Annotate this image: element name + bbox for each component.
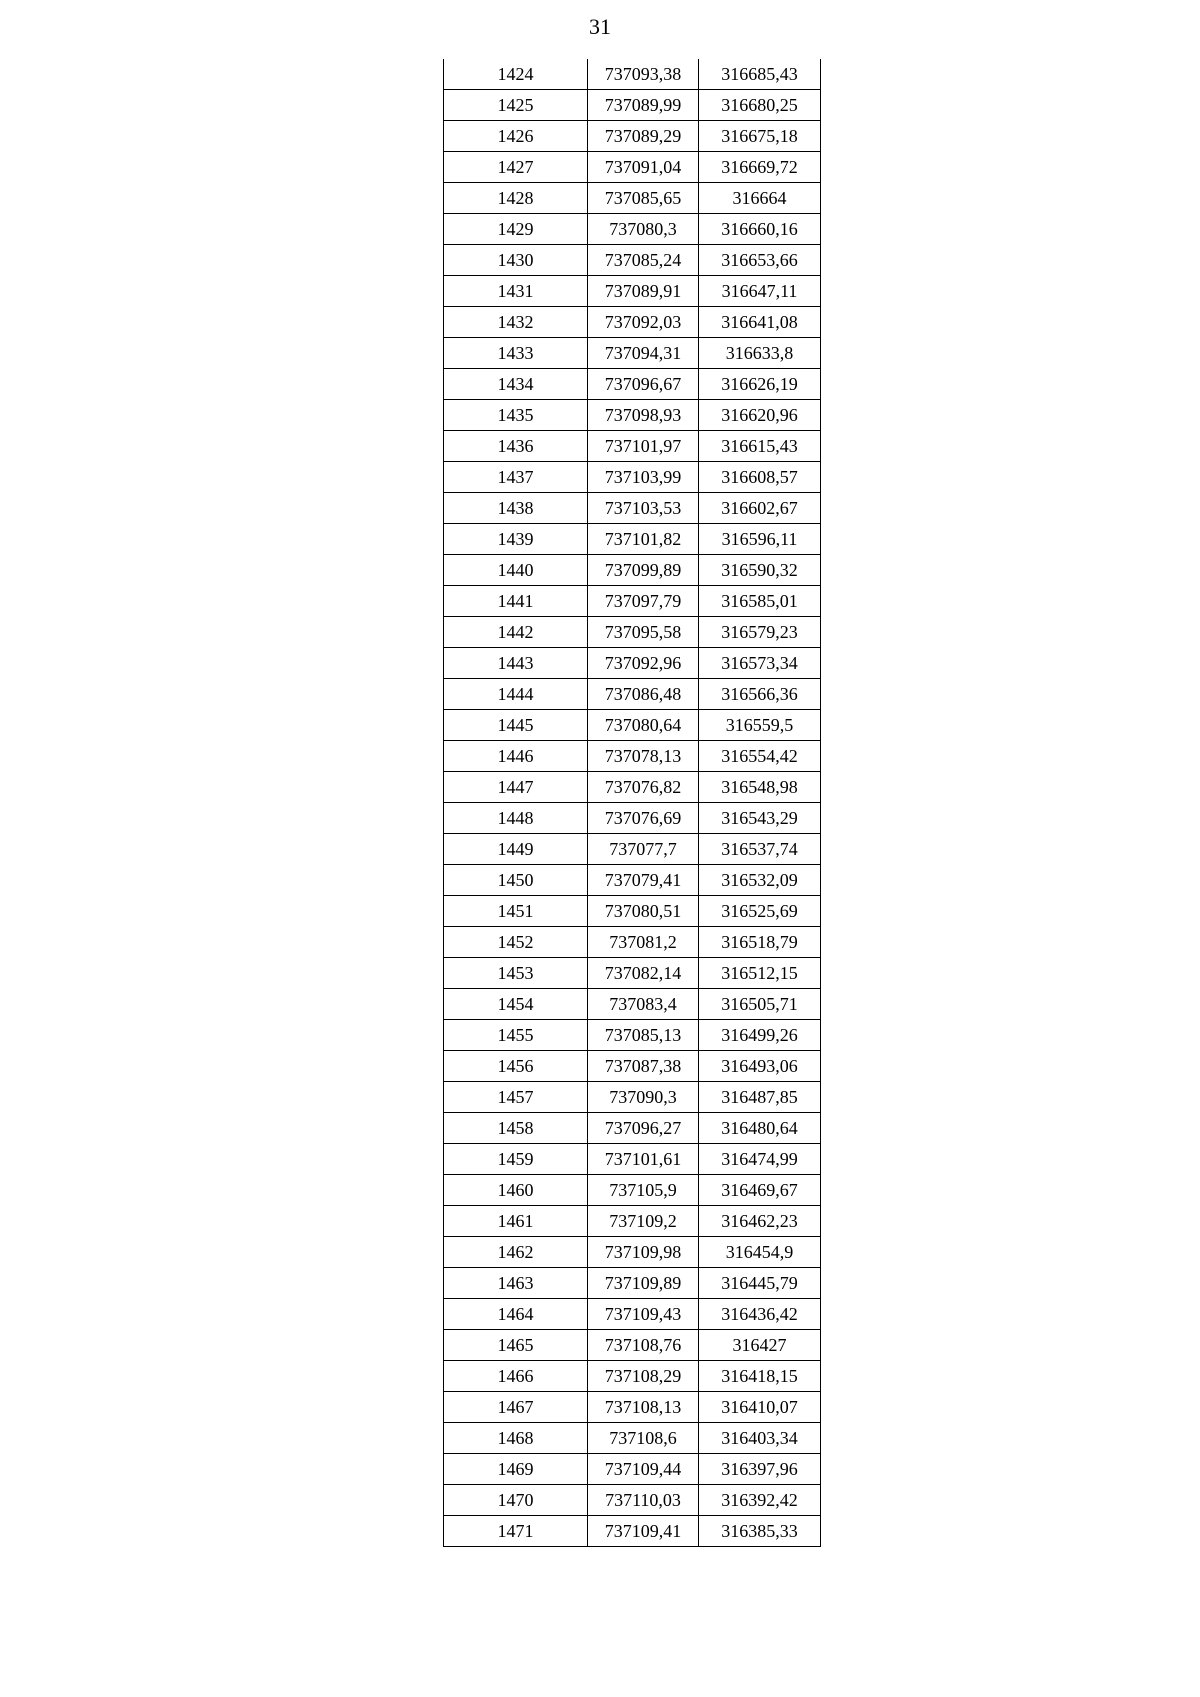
y-coordinate-cell: 316548,98 <box>699 772 821 803</box>
point-number-cell: 1459 <box>444 1144 588 1175</box>
x-coordinate-cell: 737109,43 <box>588 1299 699 1330</box>
table-row <box>444 1361 821 1392</box>
point-number-cell: 1470 <box>444 1485 588 1516</box>
y-coordinate-cell: 316641,08 <box>699 307 821 338</box>
point-number-cell: 1430 <box>444 245 588 276</box>
y-coordinate-cell: 316403,34 <box>699 1423 821 1454</box>
point-number-cell: 1469 <box>444 1454 588 1485</box>
y-coordinate-cell: 316392,42 <box>699 1485 821 1516</box>
point-number-cell: 1428 <box>444 183 588 214</box>
table-row <box>444 493 821 524</box>
table-row <box>444 1144 821 1175</box>
x-coordinate-cell: 737109,2 <box>588 1206 699 1237</box>
x-coordinate-cell: 737079,41 <box>588 865 699 896</box>
point-number-cell: 1462 <box>444 1237 588 1268</box>
table-row <box>444 1113 821 1144</box>
y-coordinate-cell: 316573,34 <box>699 648 821 679</box>
x-coordinate-cell: 737080,64 <box>588 710 699 741</box>
point-number-cell: 1427 <box>444 152 588 183</box>
table-row <box>444 1392 821 1423</box>
y-coordinate-cell: 316680,25 <box>699 90 821 121</box>
point-number-cell: 1458 <box>444 1113 588 1144</box>
y-coordinate-cell: 316608,57 <box>699 462 821 493</box>
point-number-cell: 1442 <box>444 617 588 648</box>
point-number-cell: 1441 <box>444 586 588 617</box>
table-row <box>444 1299 821 1330</box>
table-row <box>444 1330 821 1361</box>
table-row <box>444 679 821 710</box>
table-row <box>444 1051 821 1082</box>
x-coordinate-cell: 737078,13 <box>588 741 699 772</box>
x-coordinate-cell: 737099,89 <box>588 555 699 586</box>
table-row <box>444 90 821 121</box>
point-number-cell: 1431 <box>444 276 588 307</box>
table-row <box>444 214 821 245</box>
point-number-cell: 1464 <box>444 1299 588 1330</box>
table-row <box>444 555 821 586</box>
coordinates-table <box>443 59 821 1547</box>
point-number-cell: 1457 <box>444 1082 588 1113</box>
point-number-cell: 1447 <box>444 772 588 803</box>
x-coordinate-cell: 737108,29 <box>588 1361 699 1392</box>
table-row <box>444 927 821 958</box>
table-row <box>444 865 821 896</box>
y-coordinate-cell: 316537,74 <box>699 834 821 865</box>
x-coordinate-cell: 737093,38 <box>588 59 699 90</box>
y-coordinate-cell: 316669,72 <box>699 152 821 183</box>
point-number-cell: 1455 <box>444 1020 588 1051</box>
point-number-cell: 1460 <box>444 1175 588 1206</box>
point-number-cell: 1465 <box>444 1330 588 1361</box>
table-row <box>444 1485 821 1516</box>
y-coordinate-cell: 316469,67 <box>699 1175 821 1206</box>
table-row <box>444 1237 821 1268</box>
x-coordinate-cell: 737097,79 <box>588 586 699 617</box>
x-coordinate-cell: 737089,91 <box>588 276 699 307</box>
y-coordinate-cell: 316660,16 <box>699 214 821 245</box>
y-coordinate-cell: 316647,11 <box>699 276 821 307</box>
y-coordinate-cell: 316626,19 <box>699 369 821 400</box>
y-coordinate-cell: 316620,96 <box>699 400 821 431</box>
point-number-cell: 1438 <box>444 493 588 524</box>
y-coordinate-cell: 316675,18 <box>699 121 821 152</box>
point-number-cell: 1435 <box>444 400 588 431</box>
x-coordinate-cell: 737110,03 <box>588 1485 699 1516</box>
point-number-cell: 1443 <box>444 648 588 679</box>
x-coordinate-cell: 737077,7 <box>588 834 699 865</box>
point-number-cell: 1471 <box>444 1516 588 1547</box>
x-coordinate-cell: 737085,65 <box>588 183 699 214</box>
y-coordinate-cell: 316579,23 <box>699 617 821 648</box>
table-row <box>444 152 821 183</box>
table-row <box>444 431 821 462</box>
table-row <box>444 1268 821 1299</box>
table-row <box>444 369 821 400</box>
y-coordinate-cell: 316566,36 <box>699 679 821 710</box>
table-row <box>444 307 821 338</box>
y-coordinate-cell: 316445,79 <box>699 1268 821 1299</box>
table-row <box>444 59 821 90</box>
table-row <box>444 710 821 741</box>
y-coordinate-cell: 316436,42 <box>699 1299 821 1330</box>
y-coordinate-cell: 316480,64 <box>699 1113 821 1144</box>
point-number-cell: 1440 <box>444 555 588 586</box>
y-coordinate-cell: 316512,15 <box>699 958 821 989</box>
table-row <box>444 276 821 307</box>
x-coordinate-cell: 737085,24 <box>588 245 699 276</box>
x-coordinate-cell: 737101,82 <box>588 524 699 555</box>
table-row <box>444 772 821 803</box>
y-coordinate-cell: 316418,15 <box>699 1361 821 1392</box>
y-coordinate-cell: 316487,85 <box>699 1082 821 1113</box>
x-coordinate-cell: 737085,13 <box>588 1020 699 1051</box>
table-row <box>444 338 821 369</box>
x-coordinate-cell: 737082,14 <box>588 958 699 989</box>
y-coordinate-cell: 316664 <box>699 183 821 214</box>
point-number-cell: 1432 <box>444 307 588 338</box>
x-coordinate-cell: 737098,93 <box>588 400 699 431</box>
point-number-cell: 1468 <box>444 1423 588 1454</box>
table-row <box>444 586 821 617</box>
point-number-cell: 1463 <box>444 1268 588 1299</box>
x-coordinate-cell: 737092,03 <box>588 307 699 338</box>
table-row <box>444 648 821 679</box>
y-coordinate-cell: 316505,71 <box>699 989 821 1020</box>
point-number-cell: 1434 <box>444 369 588 400</box>
point-number-cell: 1425 <box>444 90 588 121</box>
point-number-cell: 1445 <box>444 710 588 741</box>
point-number-cell: 1453 <box>444 958 588 989</box>
y-coordinate-cell: 316653,66 <box>699 245 821 276</box>
x-coordinate-cell: 737096,67 <box>588 369 699 400</box>
y-coordinate-cell: 316397,96 <box>699 1454 821 1485</box>
table-row <box>444 183 821 214</box>
point-number-cell: 1429 <box>444 214 588 245</box>
table-row <box>444 462 821 493</box>
x-coordinate-cell: 737089,99 <box>588 90 699 121</box>
y-coordinate-cell: 316596,11 <box>699 524 821 555</box>
point-number-cell: 1466 <box>444 1361 588 1392</box>
y-coordinate-cell: 316559,5 <box>699 710 821 741</box>
table-row <box>444 245 821 276</box>
point-number-cell: 1451 <box>444 896 588 927</box>
point-number-cell: 1456 <box>444 1051 588 1082</box>
point-number-cell: 1426 <box>444 121 588 152</box>
table-row <box>444 1423 821 1454</box>
table-row <box>444 1454 821 1485</box>
x-coordinate-cell: 737096,27 <box>588 1113 699 1144</box>
y-coordinate-cell: 316602,67 <box>699 493 821 524</box>
y-coordinate-cell: 316499,26 <box>699 1020 821 1051</box>
y-coordinate-cell: 316554,42 <box>699 741 821 772</box>
y-coordinate-cell: 316493,06 <box>699 1051 821 1082</box>
x-coordinate-cell: 737108,76 <box>588 1330 699 1361</box>
x-coordinate-cell: 737101,97 <box>588 431 699 462</box>
point-number-cell: 1467 <box>444 1392 588 1423</box>
y-coordinate-cell: 316685,43 <box>699 59 821 90</box>
x-coordinate-cell: 737103,53 <box>588 493 699 524</box>
y-coordinate-cell: 316633,8 <box>699 338 821 369</box>
point-number-cell: 1436 <box>444 431 588 462</box>
x-coordinate-cell: 737109,44 <box>588 1454 699 1485</box>
y-coordinate-cell: 316427 <box>699 1330 821 1361</box>
y-coordinate-cell: 316532,09 <box>699 865 821 896</box>
y-coordinate-cell: 316543,29 <box>699 803 821 834</box>
x-coordinate-cell: 737103,99 <box>588 462 699 493</box>
x-coordinate-cell: 737105,9 <box>588 1175 699 1206</box>
y-coordinate-cell: 316615,43 <box>699 431 821 462</box>
page-number: 31 <box>589 14 611 39</box>
x-coordinate-cell: 737083,4 <box>588 989 699 1020</box>
table-row <box>444 121 821 152</box>
point-number-cell: 1433 <box>444 338 588 369</box>
x-coordinate-cell: 737109,89 <box>588 1268 699 1299</box>
x-coordinate-cell: 737089,29 <box>588 121 699 152</box>
point-number-cell: 1452 <box>444 927 588 958</box>
table-row <box>444 1175 821 1206</box>
coordinates-table-body <box>444 59 821 1547</box>
y-coordinate-cell: 316474,99 <box>699 1144 821 1175</box>
y-coordinate-cell: 316525,69 <box>699 896 821 927</box>
table-row <box>444 958 821 989</box>
table-row <box>444 400 821 431</box>
x-coordinate-cell: 737092,96 <box>588 648 699 679</box>
x-coordinate-cell: 737087,38 <box>588 1051 699 1082</box>
point-number-cell: 1439 <box>444 524 588 555</box>
y-coordinate-cell: 316462,23 <box>699 1206 821 1237</box>
x-coordinate-cell: 737108,6 <box>588 1423 699 1454</box>
point-number-cell: 1446 <box>444 741 588 772</box>
y-coordinate-cell: 316454,9 <box>699 1237 821 1268</box>
y-coordinate-cell: 316590,32 <box>699 555 821 586</box>
x-coordinate-cell: 737095,58 <box>588 617 699 648</box>
point-number-cell: 1437 <box>444 462 588 493</box>
point-number-cell: 1424 <box>444 59 588 90</box>
table-row <box>444 617 821 648</box>
x-coordinate-cell: 737080,3 <box>588 214 699 245</box>
table-row <box>444 803 821 834</box>
table-row <box>444 524 821 555</box>
x-coordinate-cell: 737076,69 <box>588 803 699 834</box>
x-coordinate-cell: 737091,04 <box>588 152 699 183</box>
table-row <box>444 1206 821 1237</box>
x-coordinate-cell: 737109,41 <box>588 1516 699 1547</box>
table-row <box>444 834 821 865</box>
point-number-cell: 1449 <box>444 834 588 865</box>
point-number-cell: 1450 <box>444 865 588 896</box>
x-coordinate-cell: 737086,48 <box>588 679 699 710</box>
point-number-cell: 1444 <box>444 679 588 710</box>
y-coordinate-cell: 316518,79 <box>699 927 821 958</box>
table-row <box>444 896 821 927</box>
point-number-cell: 1448 <box>444 803 588 834</box>
x-coordinate-cell: 737094,31 <box>588 338 699 369</box>
x-coordinate-cell: 737109,98 <box>588 1237 699 1268</box>
x-coordinate-cell: 737090,3 <box>588 1082 699 1113</box>
table-row <box>444 1020 821 1051</box>
point-number-cell: 1454 <box>444 989 588 1020</box>
x-coordinate-cell: 737081,2 <box>588 927 699 958</box>
table-row <box>444 1082 821 1113</box>
point-number-cell: 1461 <box>444 1206 588 1237</box>
x-coordinate-cell: 737108,13 <box>588 1392 699 1423</box>
x-coordinate-cell: 737101,61 <box>588 1144 699 1175</box>
y-coordinate-cell: 316410,07 <box>699 1392 821 1423</box>
table-row <box>444 741 821 772</box>
table-row <box>444 989 821 1020</box>
x-coordinate-cell: 737076,82 <box>588 772 699 803</box>
y-coordinate-cell: 316585,01 <box>699 586 821 617</box>
x-coordinate-cell: 737080,51 <box>588 896 699 927</box>
y-coordinate-cell: 316385,33 <box>699 1516 821 1547</box>
table-row <box>444 1516 821 1547</box>
